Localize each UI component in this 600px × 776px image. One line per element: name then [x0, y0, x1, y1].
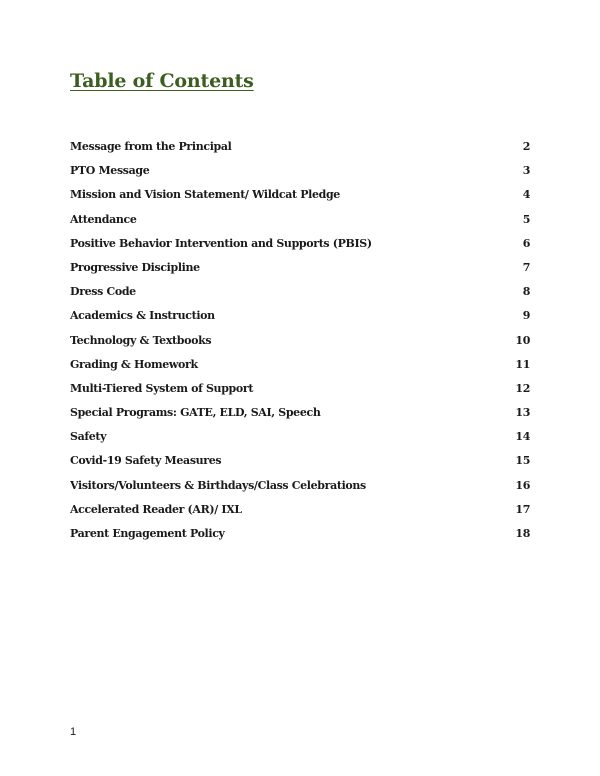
toc-entry-page: 17 [515, 502, 530, 516]
toc-entry-page: 6 [522, 236, 530, 250]
toc-entry[interactable] [70, 406, 530, 430]
toc-entry-label: Technology & Textbooks [70, 333, 212, 347]
toc-entry-label: Safety [70, 430, 107, 444]
toc-entry-label: Progressive Discipline [70, 260, 200, 274]
toc-entry-page: 16 [515, 478, 530, 492]
table-of-contents [70, 140, 530, 551]
toc-entry-label: Positive Behavior Intervention and Supports (PBIS) [70, 236, 372, 250]
toc-entry[interactable] [70, 454, 530, 478]
toc-entry-label: Attendance [70, 212, 137, 226]
toc-entry-label: Grading & Homework [70, 357, 198, 371]
toc-entry-page: 12 [515, 381, 530, 395]
toc-entry-label: PTO Message [70, 164, 150, 178]
toc-entry-page: 14 [515, 430, 530, 444]
toc-entry-label: Accelerated Reader (AR)/ IXL [70, 502, 242, 516]
toc-entry[interactable] [70, 285, 530, 309]
toc-entry-label: Covid-19 Safety Measures [70, 454, 222, 468]
toc-entry-page: 8 [522, 285, 530, 299]
toc-entry[interactable] [70, 503, 530, 527]
toc-entry[interactable] [70, 527, 530, 551]
toc-entry-page: 4 [522, 188, 530, 202]
toc-entry-label: Special Programs: GATE, ELD, SAI, Speech [70, 406, 321, 420]
toc-entry[interactable] [70, 358, 530, 382]
page-title: Table of Contents [70, 70, 254, 92]
toc-entry-label: Mission and Vision Statement/ Wildcat Pledge [70, 188, 340, 202]
footer-page-number: 1 [70, 726, 77, 738]
toc-entry-page: 5 [522, 212, 530, 226]
toc-entry[interactable] [70, 261, 530, 285]
toc-entry-label: Multi-Tiered System of Support [70, 381, 254, 395]
toc-entry-page: 11 [515, 357, 530, 371]
toc-entry[interactable] [70, 140, 530, 164]
toc-entry-page: 2 [522, 140, 530, 153]
toc-entry-page: 7 [522, 260, 530, 274]
toc-entry[interactable] [70, 188, 530, 212]
toc-entry-page: 15 [515, 454, 530, 468]
toc-entry-label: Visitors/Volunteers & Birthdays/Class Celebrations [70, 478, 366, 492]
toc-entry[interactable] [70, 309, 530, 333]
toc-entry-label: Academics & Instruction [70, 309, 215, 323]
toc-entry-label: Dress Code [70, 285, 136, 299]
toc-entry-page: 18 [515, 527, 530, 540]
toc-entry[interactable] [70, 164, 530, 188]
toc-entry-label: Parent Engagement Policy [70, 527, 225, 540]
toc-entry[interactable] [70, 237, 530, 261]
toc-entry[interactable] [70, 213, 530, 237]
toc-entry-page: 10 [515, 333, 530, 347]
toc-entry-page: 13 [515, 406, 530, 420]
toc-entry[interactable] [70, 334, 530, 358]
toc-entry-page: 3 [522, 164, 530, 178]
toc-entry[interactable] [70, 479, 530, 503]
toc-entry[interactable] [70, 430, 530, 454]
toc-entry-page: 9 [522, 309, 530, 323]
toc-entry[interactable] [70, 382, 530, 406]
toc-entry-label: Message from the Principal [70, 140, 232, 153]
